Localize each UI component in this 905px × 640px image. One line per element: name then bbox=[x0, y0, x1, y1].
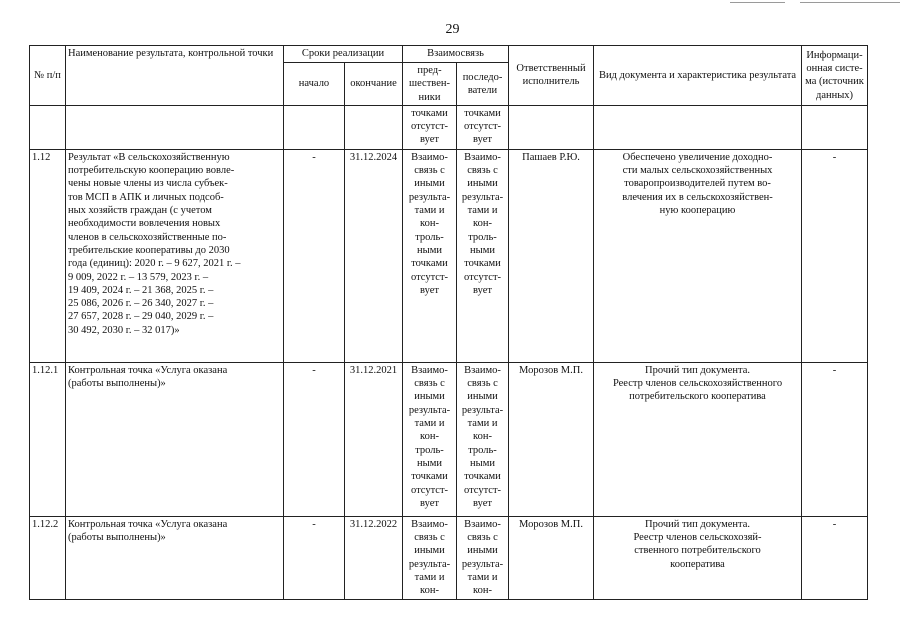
row-predecessors: Взаимо- связь с иными результа- тами и кон- троль- ными точками отсутст- вует bbox=[403, 362, 457, 516]
row-document: Прочий тип документа. Реестр членов сельскохозяй- ственного потребительского кооператива bbox=[594, 516, 802, 599]
row-successors: Взаимо- связь с иными результа- тами и кон- троль- ными точками отсутст- вует bbox=[457, 149, 509, 362]
header-predecessors: пред- шествен- ники bbox=[403, 63, 457, 106]
row-name: Контрольная точка «Услуга оказана (работы выполнены)» bbox=[66, 362, 284, 516]
row-info-system: - bbox=[802, 149, 868, 362]
results-table bbox=[29, 45, 868, 600]
header-end: окончание bbox=[345, 63, 403, 106]
row-responsible: Морозов М.П. bbox=[509, 362, 594, 516]
row-successors: Взаимо- связь с иными результа- тами и кон- троль- ными точками отсутст- вует bbox=[457, 362, 509, 516]
row-start: - bbox=[284, 362, 345, 516]
table-row bbox=[30, 362, 868, 516]
row-end: 31.12.2022 bbox=[345, 516, 403, 599]
row-responsible: Пашаев Р.Ю. bbox=[509, 149, 594, 362]
row-document: Прочий тип документа. Реестр членов сельскохозяйственного потребительского кооператива bbox=[594, 362, 802, 516]
row-info-system: - bbox=[802, 362, 868, 516]
row-name: Результат «В сельскохозяйственную потребительскую кооперацию вовле- чены новые члены из числа субъек- тов МСП в АПК и личных подсоб- ных хозяйств граждан (с учетом необходимости вовлечения новых членов в сельскохозяйственные по- требительские кооперативы до 2030 года (единиц): 2020 г. – 9 627, 2021 г. – 9 009, 2022 г. – 13 579, 2023 г. – 19 409, 2024 г. – 21 368, 2025 г. – 25 086, 2026 г. – 26 340, 2027 г. – 27 657, 2028 г. – 29 040, 2029 г. – 30 492, 2030 г. – 32 017)» bbox=[66, 149, 284, 362]
header-successors: последо- ватели bbox=[457, 63, 509, 106]
top-decorative-line-left bbox=[730, 2, 785, 3]
row-start: - bbox=[284, 516, 345, 599]
row-number: 1.12 bbox=[30, 149, 66, 362]
row-predecessors: Взаимо- связь с иными результа- тами и кон- троль- ными точками отсутст- вует bbox=[403, 149, 457, 362]
row-responsible: Морозов М.П. bbox=[509, 516, 594, 599]
row-number: 1.12.1 bbox=[30, 362, 66, 516]
table-row bbox=[30, 516, 868, 599]
row-start: - bbox=[284, 149, 345, 362]
carry-over-row bbox=[30, 105, 868, 149]
row-end: 31.12.2021 bbox=[345, 362, 403, 516]
row-predecessors: Взаимо- связь с иными результа- тами и кон- bbox=[403, 516, 457, 599]
row-successors: Взаимо- связь с иными результа- тами и кон- bbox=[457, 516, 509, 599]
row-document: Обеспечено увеличение доходно- сти малых сельскохозяйственных товаропроизводителей путем во- влечения их в сельскохозяйствен- ную кооперацию bbox=[594, 149, 802, 362]
header-number: № п/п bbox=[30, 46, 66, 106]
row-name: Контрольная точка «Услуга оказана (работы выполнены)» bbox=[66, 516, 284, 599]
page-number: 29 bbox=[445, 22, 460, 37]
row-number: 1.12.2 bbox=[30, 516, 66, 599]
row-info-system: - bbox=[802, 516, 868, 599]
header-document: Вид документа и характеристика результата bbox=[594, 46, 802, 106]
header-info-system: Информаци- онная систе- ма (источник данных) bbox=[802, 46, 868, 106]
row-end: 31.12.2024 bbox=[345, 149, 403, 362]
header-link: Взаимосвязь bbox=[403, 46, 509, 63]
table-row bbox=[30, 149, 868, 362]
header-period: Сроки реализации bbox=[284, 46, 403, 63]
header-responsible: Ответственный исполнитель bbox=[509, 46, 594, 106]
header-name: Наименование результата, контрольной точки bbox=[66, 46, 284, 106]
carry-predecessors: точками отсутст- вует bbox=[403, 105, 457, 149]
top-decorative-line-right bbox=[800, 2, 900, 3]
header-start: начало bbox=[284, 63, 345, 106]
carry-successors: точками отсутст- вует bbox=[457, 105, 509, 149]
